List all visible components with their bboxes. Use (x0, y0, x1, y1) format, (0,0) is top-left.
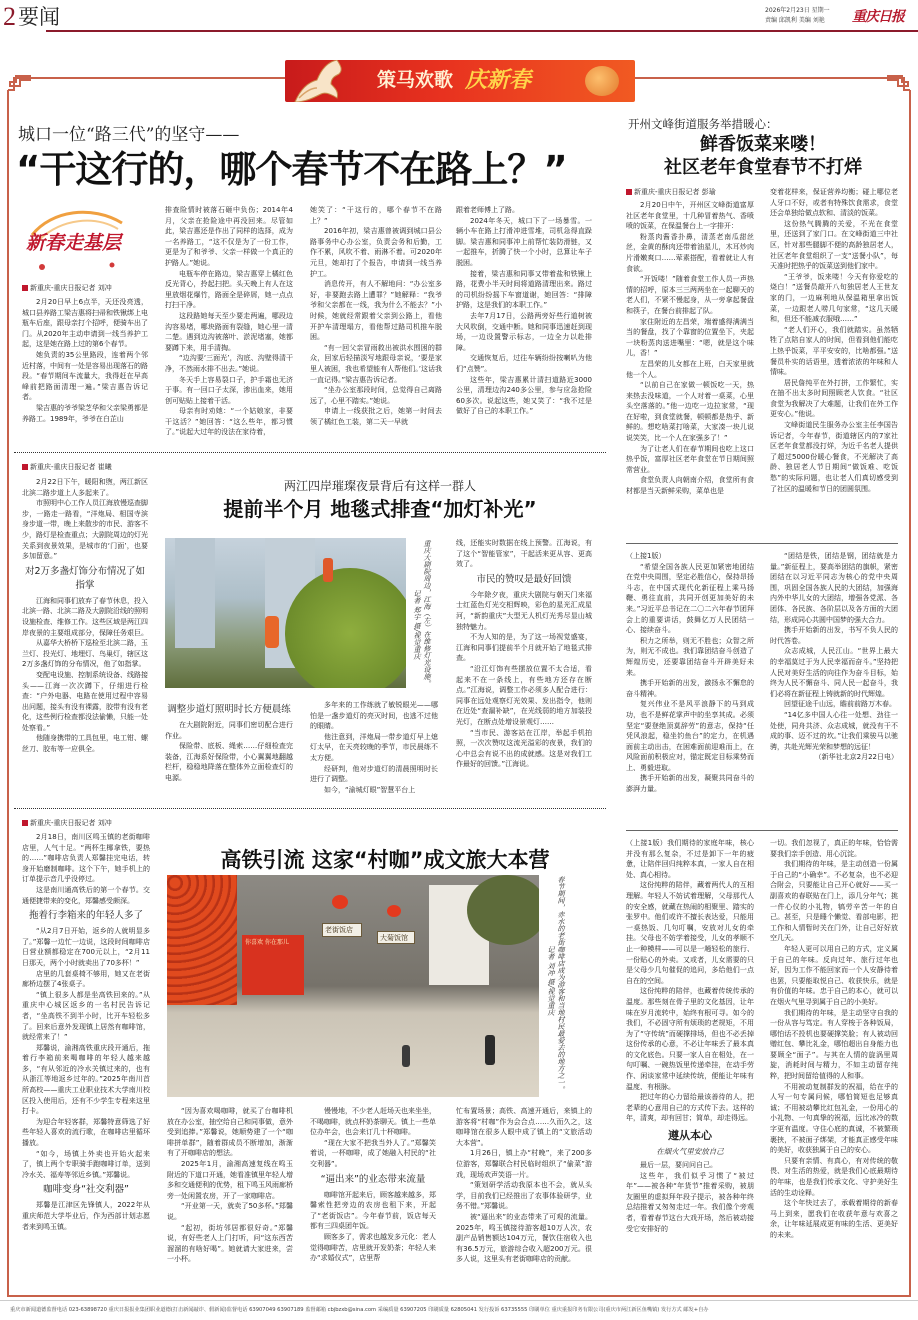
paragraph: 保险带、底板、绳索……仔细检查完装备，江海系好保险带，小心翼翼地翻越栏杆，稳稳地降落在整体外立面检查灯的电源。 (165, 742, 293, 782)
paragraph: 慢慢地，不少老人赶场天也来坐坐，不喝咖啡，就点杯奶茶聊天。镇上一些单位办年会，也会来订几十杯咖啡。 (310, 1107, 436, 1137)
article2-byline (626, 187, 716, 197)
photo-village-cafe (167, 875, 539, 1097)
article1-column-3 (310, 205, 442, 427)
paragraph: 顾客多了，需求也越发多元化：老人觉得咖啡苦，店里就开发奶茶；年轻人来办“求婚仪式”，店里帮 (310, 1232, 436, 1263)
paragraph: 携手开始新的出发，凝聚共同奋斗的澎湃力量。 (626, 774, 754, 794)
article1-column-2 (165, 205, 293, 438)
paragraph: “希望全国各族人民更加紧密地团结在党中央周围，坚定必胜信心，保持昂扬斗志，在中国式现代化新征程上乘马扬鞭、勇往直前，共同开创更加美好的未来。”习近平总书记在二〇二六年春节团拜会上的重要讲话，鼓舞亿万人民团结一心、接续奋斗。 (626, 562, 754, 635)
byline-text: 新重庆-重庆日报记者 崔曦 (30, 463, 112, 471)
paragraph: 这是南川通高铁后的第一个春节。交通便捷带来的变化，郑馨感受颇深。 (22, 885, 150, 905)
sign-text: 老街饭店 (325, 926, 353, 934)
paragraph: 2025年1月，渝湘高速复线在鸣玉附近的下道口开通，她看准镇里年轻人增多和交通便利的优势，租下鸣玉风雨廊桥旁一处闲置农房，开了一家咖啡店。 (167, 1159, 293, 1200)
shop-sign (377, 931, 415, 944)
paragraph: 文峰街道民生服务办公室主任李国告诉记者，今年春节，街道辖区内的7家社区老年食堂都没打烊，为近千名老人提供了超过5000份暖心餐食，不光解决了高龄、独居老人节日期间“做饭难、吃饭愁”的实际问题，也让老人们真切感受到了社区的温暖和节日的团圆氛围。 (770, 421, 898, 493)
subheading: 市民的赞叹是最好回馈 (476, 573, 572, 585)
paragraph: 咖啡馆开起来后，顾客越来越多，郑馨索性把旁边的农房也租下来，开起了“老街饭店”。今年春节前，饭店每天都有三四桌团年饭。 (310, 1190, 436, 1231)
article4-column-0 (22, 832, 150, 1232)
paragraph: 2月22日下午，暖阳和煦，两江新区北滨二路步道上人多起来了。 (22, 478, 148, 497)
paragraph: “边沟要‘三面光’，沟底、沟壁得清干净，不然雨水排不出去。”她说。 (165, 354, 293, 373)
paragraph: 这段路她每天至少要走两遍，哪段边沟容易堵，哪块路面有裂缝，她心里一清二楚。遇到边沟被落叶、淤泥堵塞，她都要蹲下来，用手清掏。 (165, 311, 293, 352)
paragraph: 一切。我们忽视了，真正的年味，恰恰需要我们亲手创造、用心沉淀。 (770, 839, 898, 858)
masthead-logo: 重庆日报 (852, 9, 904, 25)
article1-kicker: 城口一位“路三代”的坚守—— (18, 125, 240, 145)
paragraph: 2024年冬天，城口下了一场暴雪。一辆小车在路上打滑冲进雪堆，司机急得直跺脚。梁吉惠和同事冲上前帮忙装防滑链，又一起推车，折腾了快一个小时，总算让车子脱困。 (456, 216, 592, 267)
paragraph: 被“逼出来”的业态带来了可观的流量。2025年，鸣玉镇接待游客超10万人次，农副产品销售额达104万元，餐饮住宿收入也有36.5万元，旅游综合收入超200万元。很多人说，这里头有老街咖啡店的贡献。 (456, 1212, 592, 1264)
spring-festival-banner (285, 60, 635, 102)
article5-column-1 (626, 551, 754, 795)
paragraph: 在大剧院附近，同事们密切配合进行作业。 (165, 721, 293, 740)
paragraph: 只要有亲情、有真心，有对传统的敬畏、对生活的热爱，就是我们心底最期待的年味，也是我们传承文化、守护美好生活的生动诠释。 (770, 1156, 898, 1197)
subheading: 咖啡变身“社交利器” (43, 1184, 129, 1196)
paragraph: 跟着老师傅上了路。 (456, 206, 519, 214)
paragraph: “如今，场镇上外卖也开始火起来了，镇上两个专职骑手跑咖啡订单，送到冷水关、福寿等邻近乡镇。”郑馨说。 (22, 1149, 150, 1179)
byline-marker-icon (626, 189, 632, 195)
article5-column-2 (770, 551, 898, 763)
article1-byline (22, 283, 112, 293)
worker-figure (265, 616, 279, 648)
photo2-caption (546, 876, 566, 1098)
paragraph: 申请上一线获批之后，她第一时间去领了橘红色工装，第二天一早就 (310, 407, 442, 426)
article3-headline: 提前半个月 地毯式排查“加灯补光” (223, 497, 537, 521)
subheading: 调整步道灯照明时长方便晨练 (167, 704, 291, 715)
paragraph: 变配电设施、控制系统设备、线路接头——江海一次次蹲下，仔细进行检查：“户外电器、电路在使用过程中容易出问题，接头有没有裸露，胶带有没有老化，这些例行检查都没法偷懒，只能一处处察看。” (22, 670, 148, 732)
article2-kicker: 开州文峰街道服务举措暖心： (628, 117, 778, 131)
paragraph: “团结是铁，团结是钢，团结就是力量。”新征程上，要高举团结的旗帜，紧密团结在以习近平同志为核心的党中央周围，巩固全国各族人民的大团结，加强海内外中华儿女的大团结，增强各党派、各团体、各民族、各阶层以及各方面的大团结，形成同心共圆中国梦的强大合力。 (770, 552, 898, 624)
paragraph: 她负责的35公里路段，连着两个邻近村落，中间有一处是容易出现落石的路段。“春节期间车流量大，我得赶在早高峰前把路面清理一遍。”梁吉惠告诉记者。 (22, 350, 148, 402)
sign-text: 大菊饭馆 (380, 934, 408, 942)
paragraph: 交通恢复后，过往车辆纷纷按喇叭为他们“点赞”。 (456, 354, 592, 373)
issue-date: 2026年2月23日 星期一 (765, 7, 830, 14)
paragraph: 变着花样来，保证营养均衡；碰上哪位老人牙口不好，或者有特殊饮食需求，食堂还会单独给做点软和、清淡的饭菜。 (770, 188, 898, 218)
continuation-note: （上接1版） (626, 839, 668, 847)
divider (626, 830, 898, 831)
paragraph: 郑馨说，渝湘高铁重庆段开通后，拖着行李箱前来喝咖啡的年轻人越来越多，“有从邻近的冷水关镇过来的，也有从浙江等地返乡过年的。”2025年南川首所高校——重庆工业职业技术大学南川校区投入使用后，还有不少学生专程来这里打卡。 (22, 1043, 150, 1116)
paragraph: 左昌荣的儿女都在上班，白天家里就他一个人。 (626, 359, 754, 379)
paragraph: 接着，梁吉惠和同事又带着盐和铁锹上路，花费小半天时间将道路清理出来。路过的司机纷纷摇下车窗道谢，她回答：“排障护路，这是我们的本职工作。” (456, 269, 592, 310)
paragraph: 市照明中心工作人员江海放慢巡查脚步，一路走一路看，“洋炮局、相国寺滨身步道一带，晚上来散步的市民、游客不少，路灯是检查重点；大剧院周边的灯光关系到夜景效果，是城市的‘门面’，也要多加留意。” (22, 499, 148, 561)
sign-text: 你喜欢 你在那儿 (245, 939, 289, 946)
paragraph: 如今，“渝城灯眼”智慧平台上 (324, 785, 416, 794)
paragraph: “策划研学活动我原本也不会，就从头学，目前我们已经推出了农事体验研学，业务不错。”郑馨说。 (456, 1181, 592, 1211)
caption-text: 春节期间，赤水的老街咖啡店成为游客和当地村民最爱去的地方之一。 (557, 876, 565, 1093)
lantern-wall (167, 875, 237, 1005)
paragraph: 积力之所举，则无不胜也；众智之所为，则无不成也。我们靠团结奋斗创造了辉煌历史，还要靠团结奋斗开辟美好未来。 (626, 636, 754, 677)
paragraph: 经研判，他对步道灯的清晨照明时长进行了调整。 (310, 764, 438, 784)
paragraph: “坐办公室那段时间，总觉得自己离路远了，心里不踏实。”她说。 (310, 386, 442, 405)
article4-byline (22, 818, 112, 828)
article2-column-2 (770, 187, 898, 494)
logo-text: 新春走基层 (26, 232, 122, 254)
byline-text: 新重庆-重庆日报记者 刘冲 (30, 819, 112, 827)
lantern-icon (387, 905, 401, 917)
paragraph-text: 我们期待的家庭年味，核心并没有那么复杂，不过是卸下一年的疲惫，让陪伴回归纯粹本真，一家人自在相处、真心相待。 (626, 839, 754, 879)
article3-kicker: 两江四岸璀璨夜景背后有这样一群人 (283, 479, 476, 493)
paragraph: 2016年初，梁吉惠曾被调到城口县公路事务中心办公室，负责会务和后勤，工作不累，风吹不着、雨淋不着。可2020年元旦，她却打了个报告，申请到一线当养护工。 (310, 227, 442, 278)
worker-figure (323, 558, 333, 582)
page-header (0, 0, 918, 34)
caption-credit: 记者 刘冲 摄/视觉重庆 (547, 946, 555, 1016)
paragraph: 这个年快过去了，承载着期待的新春马上到来，愿我们在收获年意与欢喜之余，让年味延展成更有味的生活、更美好的未来。 (770, 1199, 898, 1239)
editors-line: 责编 邱凯利 美编 刘艳 (765, 17, 825, 24)
red-banner-sign (242, 935, 304, 995)
article1-column-1 (22, 297, 148, 424)
article4-column-2 (310, 1106, 436, 1264)
article2-headline-line2: 社区老年食堂春节不打烊 (664, 157, 862, 178)
building-shape (175, 538, 215, 648)
divider (626, 543, 898, 544)
person-figure (485, 1035, 495, 1065)
footer-bar (0, 1300, 918, 1320)
paragraph: 把过年的心力留给最该善待的人，把老辈的心意用自己的方式传下去。这样的年，清爽，却有回甘；简单，却走得远。 (626, 1093, 754, 1123)
paragraph: 最后一层，要问问自己。 (640, 1161, 717, 1170)
paragraph: “14亿多中国人心往一处想、劲往一处使，同舟共济、众志成城，就没有干不成的事、迈不过的坎。”让我们乘骏马以驰骋，共赴光辉光荣和梦想的远征！ (770, 710, 898, 751)
paragraph: 消息传开，有人不解地问：“办公室多好，非要跑去路上遭罪？”她解释：“我爷爷和父亲都在一线，我为什么不能去？”小时候，她就经常跟着父亲到公路上，看他开护车清理塌方，看他帮过路司机推车脱困。 (310, 280, 442, 342)
article3-byline (22, 462, 112, 472)
paragraph: “开饭喽！”随着食堂工作人员一声热情的招呼，原本三三两两坐在一起聊天的老人们，不紧不慢起身，从一旁拿起餐盘和筷子，在餐台前排起了队。 (626, 275, 754, 315)
byline-marker-icon (22, 285, 28, 291)
paragraph: 为了让老人们在春节期间也吃上这口热乎饭，富厚社区老年食堂在节日期间照常营业。 (626, 444, 754, 474)
paragraph: 2月20日中午，开州区文峰街道富厚社区老年食堂里，十几种冒着热气、香喷喷的饭菜，在保温餐台上一字排开： (626, 201, 754, 231)
paragraph: 粉蒸肉酱香扑鼻，清蒸老南瓜甜丝丝，金黄的酥肉还带着油星儿，木耳炒肉片滑嫩爽口……荤素搭配，看着就让人有食欲。 (626, 232, 754, 273)
paragraph: 这份纯粹的陪伴，也藏着传统传承的温度。那些刻在骨子里的文化基因，让年味在岁月流转中，始终有根可寻。如今的我们，不必固守所有烦琐的老规矩，不用为了“守传统”而硬撑排场，但也不必丢掉这份传承的心意，不必让年味丢了最本真的文化底色。只要一家人自在相处，在一句叮嘱、一碗热饭里传递牵挂，在动手劳作、闲谈家常中延续传统，便能让年味有温度、有根脉。 (626, 987, 754, 1091)
header-rule (46, 30, 918, 32)
subheading: 遵从本心 (668, 1129, 712, 1143)
paragraph: 1月26日，镇上办“村晚”，来了200多位游客，郑馨联合村民临时组织了“偷菜”游戏，现场欢声笑语一片。 (456, 1149, 592, 1179)
article1-column-4 (456, 205, 592, 417)
article6-column-1 (626, 838, 754, 1234)
paragraph: 众志成城，人民江山。“世界上最大的幸福莫过于为人民幸福而奋斗。”坚持把人民对美好生活的向往作为奋斗目标，始终为人民不懈奋斗、同人民一起奋斗，我们必将在新征程上铸就新的时代辉煌。 (770, 647, 898, 698)
paragraph: 2月20日早上6点半，天还没亮透，城口县养路工梁吉惠将扫帚和铁锹绑上电瓶车后座，跟母亲打个招呼，便骑车出了门。从2020年主动申请到一线当养护工起，这是她在路上过的第6个春节。 (22, 298, 148, 349)
subheading: “逼出来”的业态带来流量 (320, 1173, 426, 1185)
paragraph: 家住附近的左昌荣，端着盛得满满当当的餐盘，找了个靠窗的位置坐下，夹起一块粉蒸肉送进嘴里：“嗯，就是这个味儿，香！” (626, 317, 754, 358)
article3-column-2 (310, 700, 438, 795)
article3-column-3 (456, 538, 592, 770)
section-title: 要闻 (18, 5, 60, 29)
article1-headline: “干这行的，哪个春节不在路上？” (16, 148, 567, 191)
peach-decoration-icon (585, 66, 619, 96)
paragraph: 他注意到，洋炮局一带步道灯早上熄灯太早，在天亮较晚的季节，市民晨练不太方便。 (310, 732, 438, 762)
paragraph: 线，还能实时数据在线上预警。江海说，有了这个“智能管家”，干起活来更从容、更高效了。 (456, 539, 592, 569)
paragraph: “有一回父亲冒雨救出被洪水围困的群众，回家后轻描淡写地跟母亲说，‘要是家里人被困，我也希望能有人帮他们。’这话我一直记得。”梁吉惠告诉记者。 (310, 343, 442, 384)
paragraph: “当市民、游客站在江岸，举起手机拍照，一次次赞叹这流光溢彩的夜景，我们的心中总会有说不出的成就感。这是对我们工作最好的回馈。”江海说。 (456, 728, 592, 769)
photo1-caption (412, 540, 432, 688)
tree-canopy (467, 875, 539, 945)
footer-info: 重庆市新闻道德监督电话 023-63898720 重庆日报报业集团职业道德(打击新闻敲诈、假新闻)监督电话 63907049 63907189 监督邮箱 cbjbzxb@sina.com 采编质量 63907205 印刷质量 62805041 发行投诉 63735555 印刷单位 重庆重报印务有限公司(重庆市两江新区鱼嘴镇) 发行方式 邮发+自办 (10, 1307, 709, 1313)
paragraph (626, 838, 754, 880)
paragraph: “现在大家不把我当外人了。”郑馨笑着说，一杯咖啡，成了她融入村民的“社交利器”。 (310, 1138, 436, 1168)
paragraph: 携手开始新的出发，激扬永不懈怠的奋斗精神。 (626, 679, 754, 698)
article3-column-0 (22, 477, 148, 755)
subheading: 对2万多盏灯饰分布情况了如指掌 (24, 565, 146, 591)
caption-credit: 记者 郑宇 摄/视觉重庆 (413, 590, 421, 660)
paragraph: 郑馨是江津区先锋镇人，2022年从重庆师范大学毕业后，作为西部计划志愿者来到鸣玉镇。 (22, 1201, 150, 1231)
article2-headline-line1: 鲜香饭菜来喽！ (700, 134, 826, 155)
new-spring-logo (22, 205, 132, 275)
byline-text: 新重庆-重庆日报记者 刘冲 (30, 284, 112, 292)
article2-column-1 (626, 200, 754, 497)
article4-headline: 高铁引流 这家“村咖”成文旅大本营 (220, 848, 550, 872)
subheading-secondary: 在烟火气里安放自己 (656, 1147, 724, 1157)
paragraph: 不用被动复制群发的祝福，给在乎的人写一句专属问候，哪怕简短也足够真诚；不用被动攀比红包礼金，一份用心的小礼物、一句真挚的祝福，远比冰冷的数字更有温度。守住心底的真诚，不被繁琐裹挟，不被面子绑架，才能真正感受年味的美好，收获独属于自己的安心。 (770, 1082, 898, 1155)
foliage-shape (285, 568, 406, 688)
continuation-note: （上接1版） (626, 552, 666, 560)
lantern-icon (332, 895, 348, 909)
page-number: 2 (3, 2, 16, 31)
paragraph: 店里的几套桌椅不够用，她又在老街廊桥边摆了4张桌子。 (22, 969, 150, 989)
paragraph: 复兴伟业不是风平浪静下的马到成功，也不是鲜花掌声中的坐享其成。必须坚定“要登绝顶莫辞劳”的意志，保持“任凭风浪起，稳坐钓鱼台”的定力，在机遇面前主动出击，在困难面前迎难而上，在风险面前积极应对，锚定既定目标乘势而上、勇毅进取。 (626, 700, 754, 772)
divider (14, 808, 606, 809)
paragraph: 江海和同事们放弃了春节休息，投入北滨一路、北滨二路及大剧院沿线的照明设施检查、维修工作。这些区域是两江四岸夜景的主要组成部分，保障任务艰巨。 (22, 596, 148, 637)
news-source: （新华社北京2月22日电） (814, 753, 898, 762)
banner-title-left: 策马欢歌 (377, 69, 454, 91)
shop-sign (322, 923, 362, 937)
paragraph: 母亲有时劝她：“一个姑娘家，非要干这活？”她回答：“这么些年，都习惯了。”说起大过年的没法在家待着， (165, 407, 293, 437)
paragraph: 居民詹纯平在外打拼，工作繁忙，实在抽不出太多时间照顾老人饮食。“社区食堂为我解决了大难题，让我们在外工作更安心。”他说。 (770, 378, 898, 419)
paragraph: 从嘉华大桥桥下巡检至北滨二路，玉兰灯、投光灯、地埋灯、鸟巢灯，辖区这2万多盏灯饰的分布情况，他了如指掌。 (22, 639, 148, 669)
paragraph: 他随身携带的工具包里，电工钳、螺丝刀、胶布等一应俱全。 (22, 734, 148, 754)
paragraph: 为迎合年轻客群，郑馨特意筛选了好些年轻人喜欢的流行歌，在咖啡店里循环播放。 (22, 1117, 150, 1148)
paragraph: 多年来的工作练就了敏锐眼光——哪怕是一盏步道灯的亮灭时间，也逃不过他的眼睛。 (310, 701, 438, 731)
paragraph: “老人们开心，我们就踏实。虽然牺牲了点陪自家人的时间，但看到他们能吃上热乎饭菜，平平安安的，比啥都强。”送餐员朴实的话语里，透着浓浓的年味和人情味。 (770, 325, 898, 377)
byline-marker-icon (22, 464, 28, 470)
divider (14, 452, 606, 453)
paragraph: “从2月7日开始，返乡的人就明显多了。”郑馨一边忙一边说，这段时间咖啡店日营业额都稳定在700元以上，“2月11日那天，两个小时就卖出了70多杯！” (22, 927, 150, 967)
paragraph: 年轻人更可以用自己的方式，定义属于自己的年味。反向过年、旅行过年也好，因为工作不能回家而一个人安静待着也罢，只要能取悦自己、收获快乐，就是有价值的年味。忠于自己的本心，就可以在烟火气里寻到属于自己的小美好。 (770, 944, 898, 1006)
paragraph: “开业第一天，就卖了50多杯。”郑馨说。 (167, 1202, 293, 1221)
article4-column-3 (456, 1106, 592, 1265)
paragraph: 冬天手上容易裂口子，护手霜也无济于事。有一回口子太深，渗出血来，她用创可贴贴上接着干活。 (165, 375, 293, 405)
article4-column-1 (167, 1106, 293, 1265)
paragraph: “起初，街坊邻居都很好奇。”郑馨说，有好些老人上门打听，问“这东西苦溜溜的有啥好喝”。她就请大家进来，尝一小杯。 (167, 1223, 293, 1264)
article6-column-2 (770, 838, 898, 1241)
banner-title-right: 庆新春 (465, 67, 532, 93)
paragraph: 电瓶车停在路边，梁吉惠穿上橘红色反光背心，拎起扫把。头天晚上有人在这里放烟花爆竹，路面全是碎屑，她一点点打扫干净。 (165, 269, 293, 310)
person-figure (402, 1045, 410, 1067)
paragraph: 去年7月17日，公路两旁好些行道树被大风吹倒，交通中断。她和同事迅速赶到现场，一边设置警示标志，一边全力以赴排障。 (456, 311, 592, 352)
paragraph: 今年除夕夜，重庆大剧院与朝天门来福士红蓝色灯光交相辉映，彩色的星光汇成星河，“新韵重庆”大型无人机灯光秀尽显山城独特魅力。 (456, 590, 592, 631)
paragraph: 回望征途千山远，瞻前前路万木春。 (784, 700, 896, 709)
paragraph: “镇上很多人都是坐高铁回来的。”从重庆中心城区返乡的一名村民告诉记者，“坐高铁不到半小时，比开车轻松多了。回来后意外发现镇上居然有咖啡馆，就经常来了！” (22, 990, 150, 1042)
paragraph: 我们期待的年味，是主动创造一份属于自己的“小确幸”。不必复杂，也不必迎合附会，只要能让自己开心就好——买一副喜欢的春联贴在门上，添几分年气；挑一件心仪的小礼物，犒劳辛苦一年的自己。甚至，只是睡个懒觉、看部电影，把工作和人情暂时关在门外，让自己好好放空几天。 (770, 860, 898, 943)
horse-icon (287, 60, 357, 102)
paragraph: 我们期待的年味，是主动坚守自我的一份从容与笃定。有人穿梭于各种饭局，哪怕话不投机也要硬撑笑脸；有人被动回赠红包、攀比礼金，哪怕超出自身能力也要顾全“面子”。与其在人情的旋涡里周旋，消耗时间与精力，不如主动留存纯粹，把时间留给值得的人和事。 (770, 1008, 898, 1081)
paragraph: 食堂负责人向朝南介绍，食堂所有食材都是当天新鲜采购，菜单也是 (626, 476, 754, 496)
paragraph: 不为人知的是，为了这一场视觉盛宴，江海和同事们提前半个月就开始了地毯式排查。 (456, 633, 592, 663)
paragraph: “王爷爷，饭来喽！今天有你爱吃的烧白！”送餐员敲开八旬独居老人王世友家的门，一边麻利地从保温箱里拿出饭菜，一边跟老人唠几句家常，“这几天暖和，但还不能减衣服哦……” (770, 272, 898, 324)
photo-lighting-maintenance (165, 538, 406, 688)
byline-marker-icon (22, 820, 28, 826)
paragraph: 排查险情时被落石砸中负伤；2014年4月，父亲在抢险途中再没回来。尽管如此，梁吉惠还是作出了同样的选择，成为一名养路工，“这不仅是为了一份工作，更是为了和爷爷、父亲一样做一个真正的护路人。”她说。 (165, 206, 293, 267)
paragraph: 这份纯粹的陪伴，藏着两代人的互相理解。年轻人不妨试着理解，父母那代人的安全感，就藏在热闹的相聚里、踏实的张罗中。他们或许不擅长表达爱，只能用一桌热饭、几句叮嘱，安放对儿女的牵挂。父母也不妨学着接受，儿女的孝顺不止一种模样——可以是一趟轻松的旅行、一份贴心的外卖。又或者，儿女需要的只是父母少几句催促的追问，多给他们一点自在的空间。 (626, 881, 754, 985)
paragraph: 2月18日，南川区鸣玉镇的老街咖啡店里，人气十足。“两杯生椰拿铁，要热的……”咖啡店负责人郑馨挂完电话，转身开始磨制咖啡。这个下午，她手机上的订单提示音几乎没停过。 (22, 833, 150, 884)
paragraph: 携手开始新的出发，书写不负人民的时代答卷。 (770, 626, 898, 645)
paragraph: “因为喜欢喝咖啡，就买了台咖啡机放在办公室，抽空给自己和同事做，意外受到追捧。”郑馨说，她顺势建了一个“咖啡拼单群”，随着群成员不断增加，渐渐有了开咖啡店的想法。 (167, 1107, 293, 1158)
paragraph: 忙布置场景；高铁、高速开通后，来镇上的游客将“村咖”作为会合点……久而久之，这咖啡馆在很多人眼中成了镇上的“文旅活动大本营”。 (456, 1107, 592, 1147)
byline-text: 新重庆-重庆日报记者 彭瑜 (634, 188, 716, 196)
paragraph: 梁吉惠的爷爷梁芝华和父亲梁勇都是养路工。1989年，爷爷在白芷山 (22, 403, 148, 423)
paragraph: 这些年，梁吉惠累计清扫道路近3000公里，清理边沟240多公里，参与应急抢险60多次。说起这些，她又笑了：“我不过是做好了自己的本职工作。” (456, 375, 592, 416)
paragraph: “以前自己在家做一顿饭吃一天，热来热去没味道，一个人对着一桌菜，心里头空落落的。”他一边吃一边拉家常，“现在好啦，到食堂就餐，顿顿都是热乎、新鲜的。想吃啥菜打啥菜，大家凑一块儿说说笑笑，比一个人在家强多了！” (626, 381, 754, 443)
subheading: 拖着行李箱来的年轻人多了 (28, 910, 143, 922)
paragraph: 这份热气腾腾的关爱，不光在食堂里，还送到了家门口。在文峰街道三中社区，针对那些腿脚不便的高龄独居老人，社区老年食堂组织了一支“送餐小队”，每天准时把热乎的饭菜送到他们家中。 (770, 219, 898, 271)
paragraph: 这些年，我们似乎习惯了“被过年”——被各种“年货节”推着采购，被朋友圈里的虚拟拜年段子提示，被各种年终总结推着又匆匆走过一年。我们像个旁观者，看着春节这台大戏开场，然后被动接受它安排好的 (626, 1171, 754, 1233)
article3-column-1 (165, 700, 293, 784)
caption-text: 重庆大剧院周边，江海（左）在维修灯光设施。 (423, 540, 431, 687)
paragraph: 她笑了：“干这行的，哪个春节不在路上？” (310, 206, 442, 225)
paragraph: “沿江灯饰有些摆放位置不太合适，看起来不在一条线上，有些地方还存在断点。”江海说，调整工作必须多人配合进行：同事在远处观察灯光效果、发出指令，他则在近处“查漏补缺”，在光线弱的地方加装投光灯，在断点处增设景观灯…… (456, 664, 592, 726)
